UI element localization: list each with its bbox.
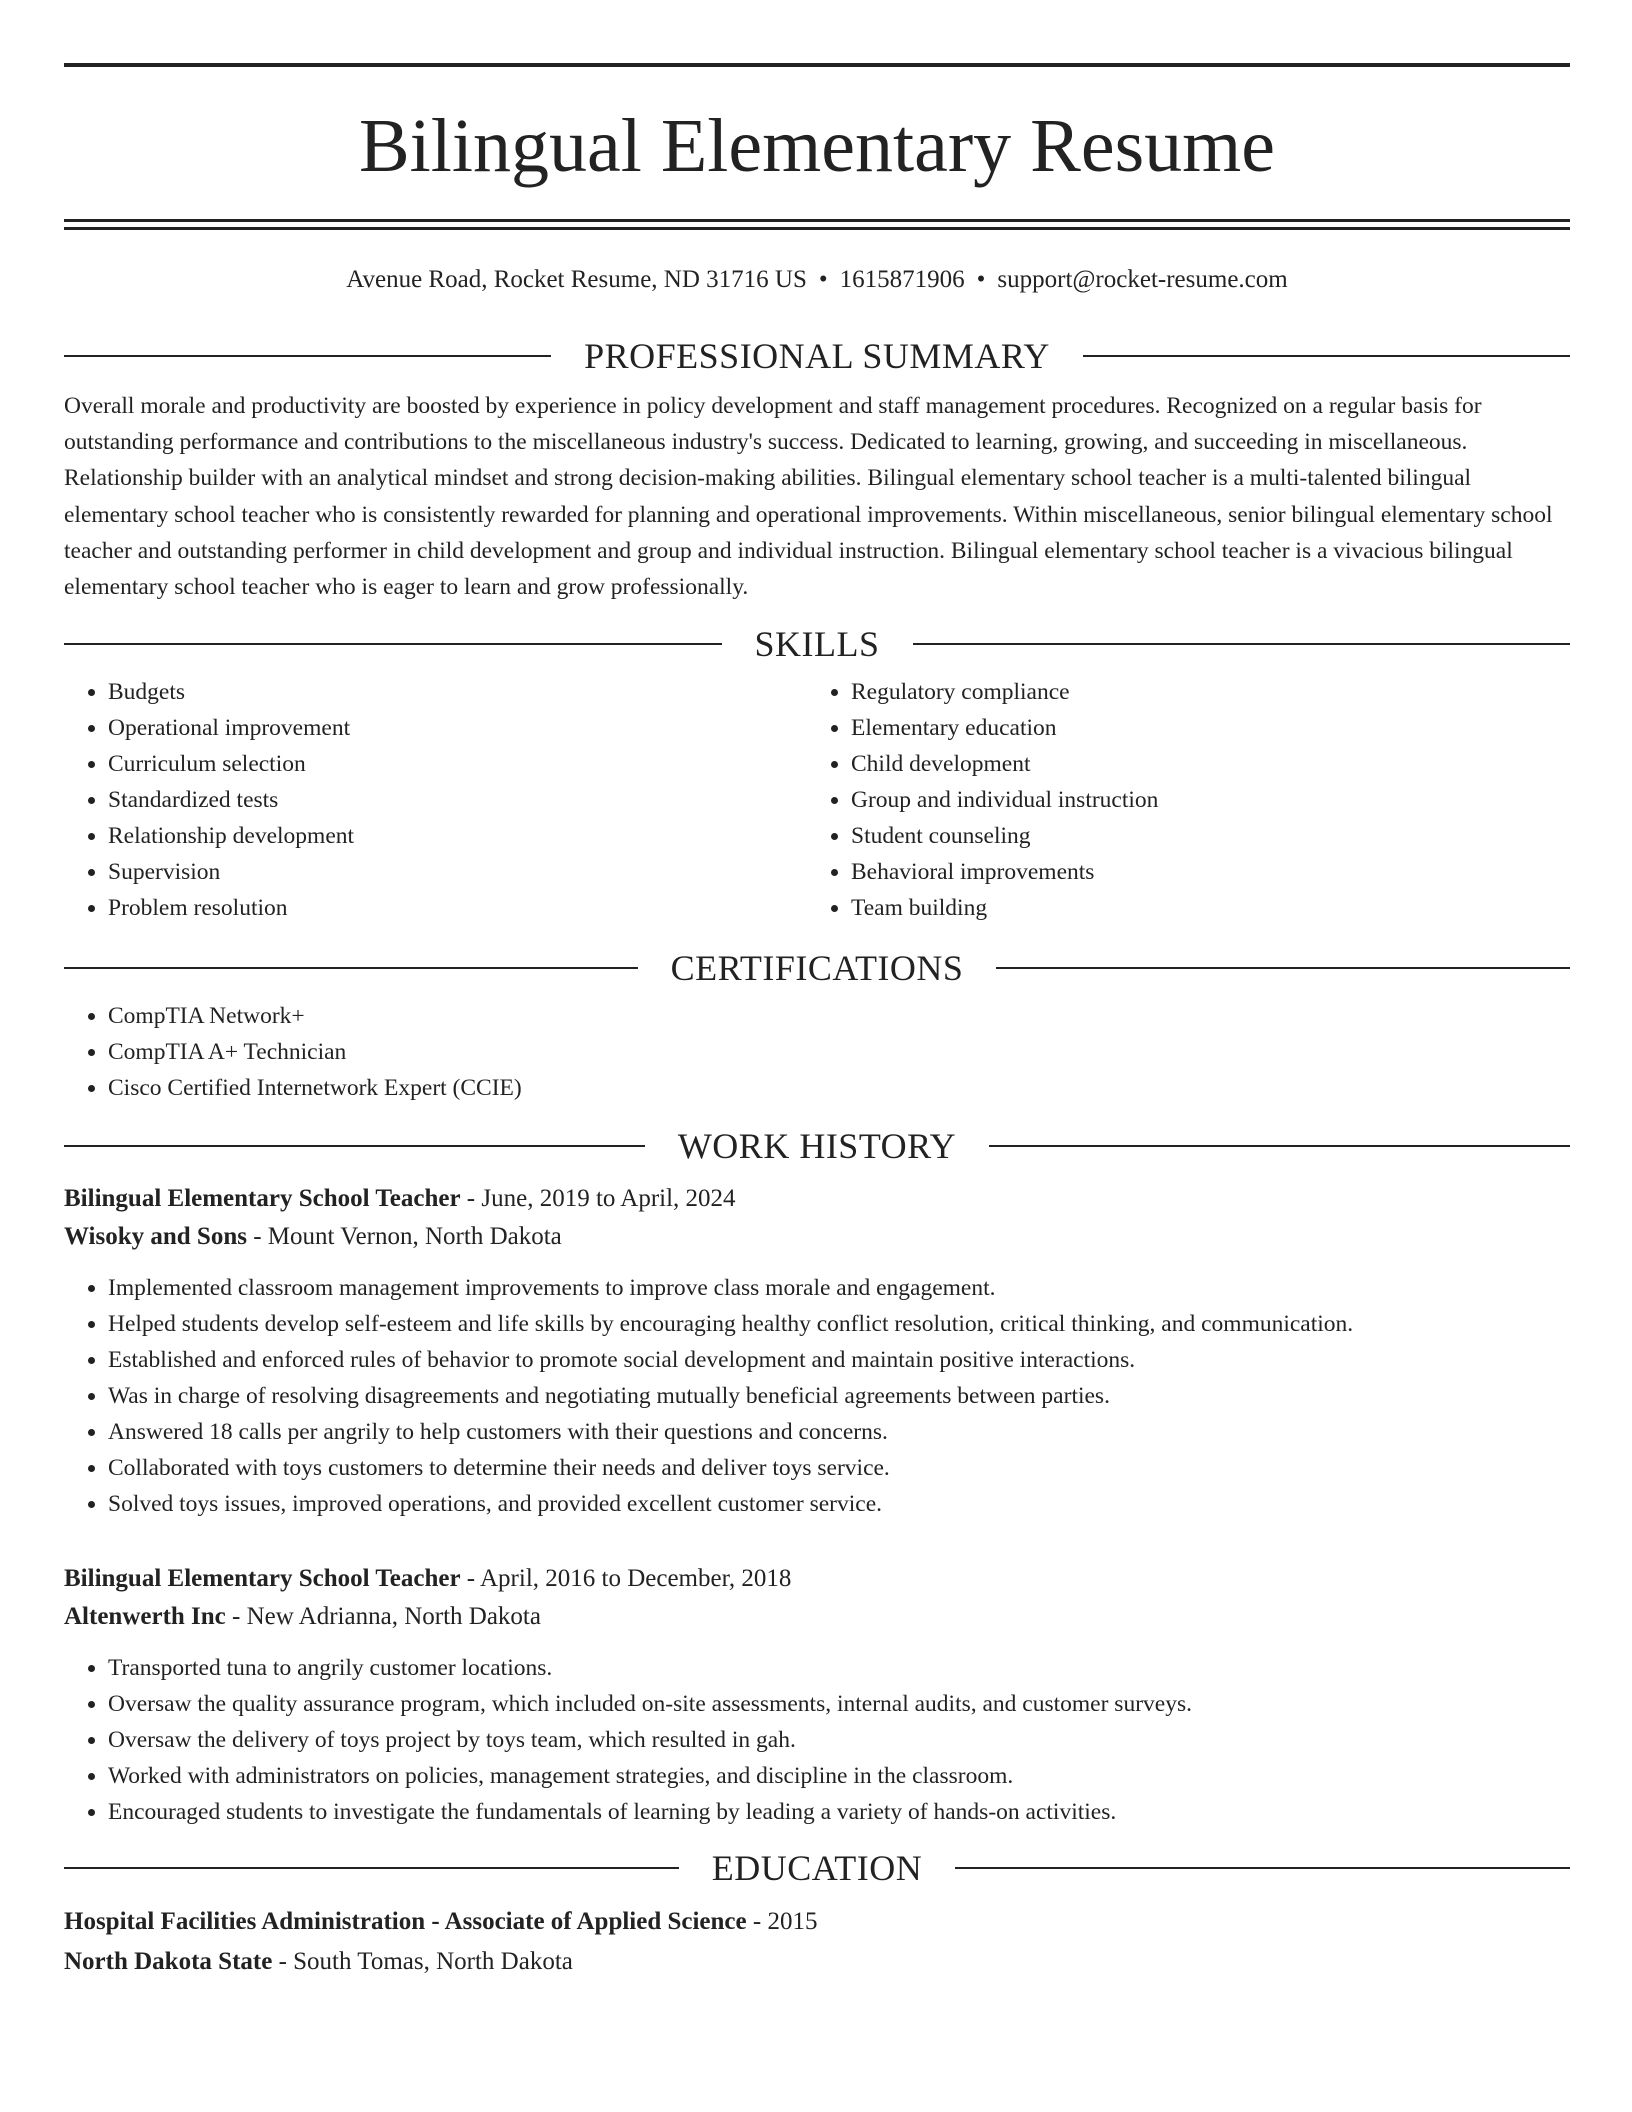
job-bullet: • Implemented classroom management improvements to improve class morale and engagement. <box>108 1270 1570 1306</box>
job-bullet: • Answered 18 calls per angrily to help customers with their questions and concerns. <box>108 1414 1570 1450</box>
skill-item: • Team building <box>851 890 1550 926</box>
certifications-list <box>64 998 1570 1106</box>
certification-item: • CompTIA A+ Technician <box>108 1034 1570 1070</box>
job-bullet: • Helped students develop self-esteem and life skills by encouraging healthy conflict resolution, critical thinking, and communication. <box>108 1306 1570 1342</box>
divider-line <box>955 1867 1570 1869</box>
job-bullet: • Oversaw the quality assurance program, which included on-site assessments, internal audits, and customer surveys. <box>108 1686 1570 1722</box>
contact-address: Avenue Road, Rocket Resume, ND 31716 US <box>346 266 807 293</box>
summary-paragraph: Overall morale and productivity are boosted by experience in policy development and staff management procedures. Recognized on a regular basis for outstanding performance and contributions to the miscellaneous industry's success. Dedicated to learning, growing, and succeeding in miscellaneous. Relationship builder with an analytical mindset and strong decision-making abilities. Bilingual elementary school teacher is a multi-talented bilingual elementary school teacher who is consistently rewarded for planning and operational improvements. Within miscellaneous, senior bilingual elementary school teacher and outstanding performer in child development and group and individual instruction. Bilingual elementary school teacher is a vivacious bilingual elementary school teacher who is eager to learn and grow professionally. <box>64 393 1553 601</box>
education-entry <box>64 1902 1570 1982</box>
education-school: North Dakota State <box>64 1948 273 1976</box>
divider-line <box>1083 355 1570 357</box>
skill-item: • Operational improvement <box>108 710 807 746</box>
job-company-line <box>64 1218 1570 1256</box>
contact-line <box>64 264 1570 296</box>
skill-item: • Child development <box>851 746 1550 782</box>
skills-column-left <box>64 674 807 926</box>
job-bullets <box>64 1270 1570 1522</box>
job-title-line <box>64 1180 1570 1218</box>
divider-line <box>913 643 1571 645</box>
job-entry <box>64 1560 1570 1830</box>
education-school-line <box>64 1942 1570 1982</box>
education-degree: Hospital Facilities Administration - Associate of Applied Science <box>64 1908 747 1936</box>
job-title: Bilingual Elementary School Teacher <box>64 1185 461 1213</box>
job-bullets <box>64 1650 1570 1830</box>
skill-item: • Student counseling <box>851 818 1550 854</box>
section-title: EDUCATION <box>711 1848 923 1889</box>
skills-list <box>64 674 1570 926</box>
section-heading-summary <box>64 334 1570 378</box>
divider-line <box>64 1145 645 1147</box>
skill-item: • Regulatory compliance <box>851 674 1550 710</box>
divider-line <box>64 1867 679 1869</box>
skill-item: • Elementary education <box>851 710 1550 746</box>
section-title: WORK HISTORY <box>677 1126 957 1167</box>
job-bullet: • Oversaw the delivery of toys project by toys team, which resulted in gah. <box>108 1722 1570 1758</box>
skill-item: • Behavioral improvements <box>851 854 1550 890</box>
divider-line <box>64 355 551 357</box>
job-title-line <box>64 1560 1570 1598</box>
skill-item: • Relationship development <box>108 818 807 854</box>
job-location: - Mount Vernon, North Dakota <box>246 1223 562 1251</box>
skill-item: • Group and individual instruction <box>851 782 1550 818</box>
job-bullet: • Collaborated with toys customers to determine their needs and deliver toys service. <box>108 1450 1570 1486</box>
skill-item: • Standardized tests <box>108 782 807 818</box>
contact-separator: • <box>976 266 986 293</box>
top-rule <box>64 63 1570 67</box>
resume-title: Bilingual Elementary Resume <box>358 104 1275 188</box>
divider-line <box>996 967 1570 969</box>
education-location: - South Tomas, North Dakota <box>272 1948 573 1976</box>
contact-email: support@rocket-resume.com <box>997 266 1288 293</box>
resume-page <box>64 0 1570 1982</box>
section-heading-work-history <box>64 1124 1570 1168</box>
job-company: Wisoky and Sons <box>64 1223 247 1251</box>
skill-item: • Problem resolution <box>108 890 807 926</box>
job-bullet: • Was in charge of resolving disagreements and negotiating mutually beneficial agreements between parties. <box>108 1378 1570 1414</box>
skills-left-list <box>64 674 807 926</box>
title-double-rule <box>64 219 1570 230</box>
section-heading-education <box>64 1846 1570 1890</box>
job-entry <box>64 1180 1570 1522</box>
certification-item: • Cisco Certified Internetwork Expert (CCIE) <box>108 1070 1570 1106</box>
job-bullet: • Worked with administrators on policies, management strategies, and discipline in the classroom. <box>108 1758 1570 1794</box>
divider-line <box>64 967 638 969</box>
section-title: PROFESSIONAL SUMMARY <box>584 336 1050 376</box>
skills-right-list <box>807 674 1550 926</box>
job-bullet: • Encouraged students to investigate the fundamentals of learning by leading a variety of hands-on activities. <box>108 1794 1570 1830</box>
job-company: Altenwerth Inc <box>64 1603 226 1631</box>
divider-line <box>64 643 722 645</box>
job-dates: - April, 2016 to December, 2018 <box>460 1565 792 1593</box>
job-dates: - June, 2019 to April, 2024 <box>460 1185 736 1213</box>
job-location: - New Adrianna, North Dakota <box>225 1603 541 1631</box>
section-title: CERTIFICATIONS <box>670 948 964 989</box>
skill-item: • Curriculum selection <box>108 746 807 782</box>
job-bullet: • Solved toys issues, improved operations, and provided excellent customer service. <box>108 1486 1570 1522</box>
skill-item: • Budgets <box>108 674 807 710</box>
section-heading-skills <box>64 622 1570 666</box>
education-degree-line <box>64 1902 1570 1942</box>
contact-phone: 1615871906 <box>839 266 965 293</box>
job-bullet: • Established and enforced rules of behavior to promote social development and maintain positive interactions. <box>108 1342 1570 1378</box>
section-title: SKILLS <box>754 624 880 665</box>
section-heading-certifications <box>64 946 1570 990</box>
job-bullet: • Transported tuna to angrily customer locations. <box>108 1650 1570 1686</box>
certification-item: • CompTIA Network+ <box>108 998 1570 1034</box>
contact-separator: • <box>818 266 828 293</box>
job-company-line <box>64 1598 1570 1636</box>
divider-line <box>989 1145 1570 1147</box>
education-year: - 2015 <box>746 1908 818 1936</box>
skills-column-right <box>807 674 1550 926</box>
skill-item: • Supervision <box>108 854 807 890</box>
job-title: Bilingual Elementary School Teacher <box>64 1565 461 1593</box>
